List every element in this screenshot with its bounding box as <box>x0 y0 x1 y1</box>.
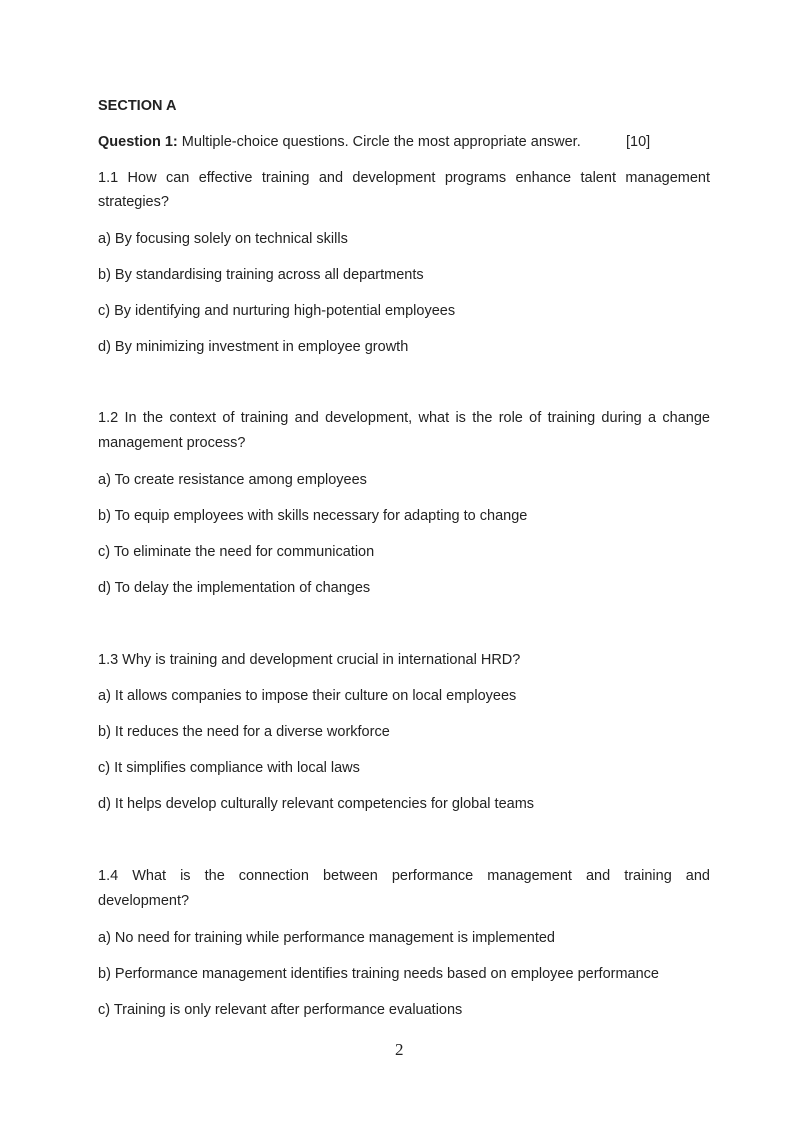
q1-4-option-a: a) No need for training while performance management is implemented <box>98 930 555 946</box>
q1-1-option-a: a) By focusing solely on technical skills <box>98 231 348 247</box>
q1-2-option-b: b) To equip employees with skills necessary for adapting to change <box>98 508 528 524</box>
q1-4-option-b: b) Performance management identifies training needs based on employee performance <box>98 966 659 982</box>
q1-2-option-d: d) To delay the implementation of changes <box>98 580 371 596</box>
q1-1-stem-cont: strategies? <box>98 194 169 210</box>
q1-3-stem: 1.3 Why is training and development crucial in international HRD? <box>98 652 521 668</box>
q1-4-stem-cont: development? <box>98 893 190 909</box>
q1-3-option-c: c) It simplifies compliance with local laws <box>98 760 360 776</box>
q1-1-option-d: d) By minimizing investment in employee growth <box>98 339 409 355</box>
q1-2-option-a: a) To create resistance among employees <box>98 472 367 488</box>
q1-1-option-b: b) By standardising training across all departments <box>98 267 424 283</box>
q1-4-option-c: c) Training is only relevant after performance evaluations <box>98 1002 463 1018</box>
q1-3-option-a: a) It allows companies to impose their culture on local employees <box>98 688 517 704</box>
q1-2-stem-cont: management process? <box>98 435 246 451</box>
q1-1-stem: 1.1 How can effective training and development programs enhance talent management <box>98 170 710 186</box>
q1-3-option-d: d) It helps develop culturally relevant competencies for global teams <box>98 796 535 812</box>
q1-2-stem: 1.2 In the context of training and development, what is the role of training during a change <box>98 410 710 426</box>
section-heading: SECTION A <box>98 98 177 114</box>
q1-1-option-c: c) By identifying and nurturing high-potential employees <box>98 303 456 319</box>
question-1-marks: [10] <box>626 134 651 150</box>
q1-4-stem: 1.4 What is the connection between performance management and training and <box>98 868 710 884</box>
q1-2-option-c: c) To eliminate the need for communication <box>98 544 375 560</box>
question-1-instruction: Question 1: Multiple-choice questions. Circle the most appropriate answer. [10] <box>98 134 651 150</box>
page-number: 2 <box>395 1040 404 1059</box>
q1-3-option-b: b) It reduces the need for a diverse workforce <box>98 724 390 740</box>
